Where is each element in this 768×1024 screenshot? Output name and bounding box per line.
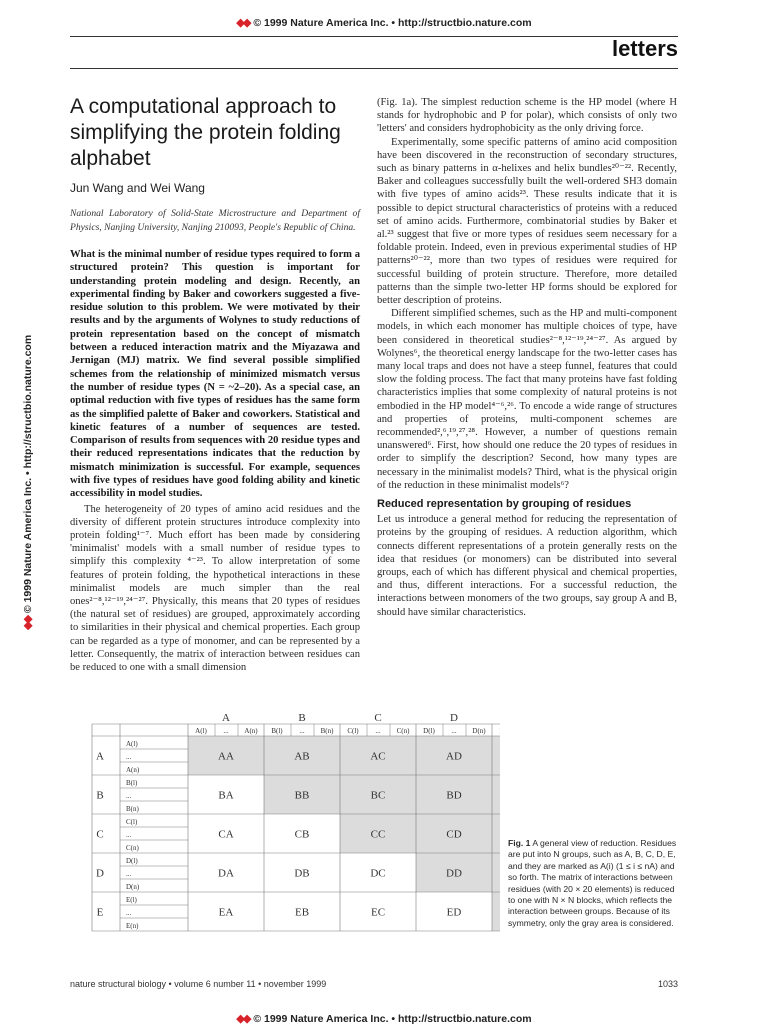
row-sub-last: A(n) bbox=[126, 766, 140, 774]
matrix-cell-label: EB bbox=[294, 906, 310, 919]
right-body-text-2 bbox=[377, 513, 677, 619]
shaded-block bbox=[492, 853, 500, 892]
body-paragraph: The heterogeneity of 20 types of amino acid residues and the diversity of different protein structures introduce complexity into protein folding¹⁻⁷. Much effort has been made by considering 'minimalist' models with a small number of residue types to simplify this complexity ⁴⁻²³. To allow interpretation of some features of protein folding, the hypothetical interactions in these minimalist models are much simpler than the real ones²⁻⁸,¹²⁻¹⁹,²⁴⁻²⁷. Physically, this means that 20 types of residues (the natural set of residues) are grouped, approximately according to similarities in their physical and chemical properties. Each group can be regarded as a type of monomer, and can be represented by a letter. Consequently, the matrix of interaction between residues can be reduced to one with a small dimension bbox=[70, 503, 360, 674]
article-authors: Jun Wang and Wei Wang bbox=[70, 181, 205, 195]
column-sub-last: A(n) bbox=[244, 727, 258, 735]
reduction-matrix-diagram bbox=[70, 708, 500, 936]
matrix-cell-label: BC bbox=[370, 789, 386, 802]
body-paragraph: Different simplified schemes, such as the HP and multi-component models, in which each monomer has multiple choices of type, have been considered in theoretical studies²⁻⁸,¹²⁻¹⁹,²⁴⁻²⁷. As argued by Wolynes⁶, the theoretical energy landscape for the two-letter cases has many local traps and does not have a steep funnel, features that could slow the folding process. The fact that many proteins have fast folding characteristics implies that some complexity of natural proteins is not embodied in the HP model⁴⁻⁶,²⁶. To encode a wide range of structures and properties of proteins, multi-component schemes are recommended²,⁶,¹⁹,²⁷,²⁸. However, a number of questions remain unanswered⁶. First, how should one reduce the 20 types of residues in order to simplify the description? Second, how many types are necessary in the minimalist models? Third, what is the physical origin of the reduction in these minimalist models⁶? bbox=[377, 308, 677, 491]
matrix-cell-label: DB bbox=[294, 867, 310, 880]
matrix-cell-label: BB bbox=[294, 789, 310, 802]
shaded-block bbox=[492, 736, 500, 775]
shaded-block bbox=[492, 814, 500, 853]
bottom-nature-logo-icon: ◆◆ bbox=[236, 1013, 250, 1024]
matrix-cell-label: CC bbox=[370, 828, 386, 841]
bottom-copyright-text: © 1999 Nature America Inc. • http://structbio.nature.com bbox=[253, 1013, 532, 1024]
row-sub-first: C(l) bbox=[126, 818, 138, 826]
article-affiliation: National Laboratory of Solid-State Microstructure and Department of Physics, Nanjing University, Nanjing 210093, People's Republic of China. bbox=[70, 208, 360, 233]
right-body-text bbox=[377, 96, 677, 492]
matrix-cell-label: EA bbox=[218, 906, 234, 919]
row-sub-last: C(n) bbox=[126, 844, 139, 852]
row-group-label: E bbox=[96, 906, 104, 919]
matrix-cell-label: DC bbox=[370, 867, 386, 880]
column-group-label: C bbox=[374, 712, 382, 724]
matrix-cell-label: DD bbox=[446, 867, 462, 880]
column-sub-ellipsis: ... bbox=[223, 727, 229, 735]
article-abstract: What is the minimal number of residue types required to form a structured protein? This question is important for understanding protein modeling and design. Recently, an experimental finding by Baker and coworkers suggested a five-residue solution to this problem. We were motivated by their results and by the arguments of Wolynes to study reductions of protein representation based on the concept of mismatch between a reduced interaction matrix and the Miyazawa and Jernigan (MJ) matrix. We find several possible simplified schemes from the relationship of minimized mismatch versus the number of residue types (N = ~2–20). As a special case, an optimal reduction with five types of residues has the same form as the simplified palette of Baker and coworkers. Statistical and kinetic features of a number of sequences are tested. Comparison of results from sequences with 20 residue types and their reduced representations indicates that the reduction by mismatch minimization is successful. For example, sequences with five types of residues have good folding ability and kinetic accessibility in model studies. bbox=[70, 249, 360, 500]
side-nature-logo-icon: ◆◆ bbox=[22, 617, 34, 630]
row-sub-ellipsis: ... bbox=[126, 831, 132, 839]
header-rule bbox=[70, 36, 678, 37]
matrix-cell-label: AC bbox=[370, 750, 386, 763]
shaded-block bbox=[492, 775, 500, 814]
footer-page-number: 1033 bbox=[657, 979, 678, 989]
matrix-cell-label: DA bbox=[218, 867, 234, 880]
body-paragraph: Experimentally, some specific patterns of amino acid composition have been discovered in the reconstruction of secondary structures, such as binary patterns in α-helixes and helix bundles²⁰⁻²². Recently, Baker and colleagues successfully built the well-ordered SH3 domain with five types of amino acids²³. These results indicate that it is possible to depict structural characteristics of proteins with a reduced set of amino acids. Furthermore, combinatorial studies by Baker et al.²³ suggest that five or more types of residues seem necessary for a foldable protein. Indeed, even in previous experimental studies of HP patterns²⁰⁻²², more than two types of residues were required for successful building of protein structure. Therefore, more detailed patterns than the simple two-letter HP forms should be explored for better description of proteins. bbox=[377, 136, 677, 307]
matrix-cell-label: AB bbox=[294, 750, 310, 763]
nature-logo-icon: ◆◆ bbox=[236, 17, 250, 29]
header-rule-bottom bbox=[70, 68, 678, 69]
body-paragraph: (Fig. 1a). The simplest reduction scheme is the HP model (where H stands for hydrophobic and P for polar), which consists of only two 'letters' and considers hydrophobicity as the only driving force. bbox=[377, 97, 677, 135]
column-sub-first: B(l) bbox=[271, 727, 283, 735]
matrix-cell-label: CB bbox=[294, 828, 310, 841]
row-group-label: B bbox=[96, 789, 104, 802]
column-sub-ellipsis: ... bbox=[299, 727, 305, 735]
footer-journal: nature structural biology • volume 6 number 11 • november 1999 bbox=[70, 979, 327, 989]
row-sub-last: D(n) bbox=[126, 883, 140, 891]
caption-text: A general view of reduction. Residues are put into N groups, such as A, B, C, D, E, and they are marked as A(i) (1 ≤ i ≤ nA) and so forth. The matrix of interactions between residues (with 20 × 20 elements) is reduced to one with N × N blocks, which reflects the interaction between groups. Because of its symmetry, only the gray area is considered. bbox=[508, 838, 677, 928]
column-sub-last: D(n) bbox=[472, 727, 486, 735]
matrix-cell-label: AA bbox=[218, 750, 234, 763]
column-sub-ellipsis: ... bbox=[451, 727, 457, 735]
row-group-label: C bbox=[96, 828, 104, 841]
caption-label: Fig. 1 bbox=[508, 838, 531, 848]
row-sub-first: B(l) bbox=[126, 779, 138, 787]
matrix-cell-label: BA bbox=[218, 789, 234, 802]
column-sub-last: B(n) bbox=[320, 727, 334, 735]
matrix-cell-label: ED bbox=[446, 906, 462, 919]
column-sub-first: D(l) bbox=[423, 727, 435, 735]
matrix-cell-label: CD bbox=[446, 828, 462, 841]
column-sub-ellipsis: ... bbox=[375, 727, 381, 735]
matrix-cell-label: EC bbox=[370, 906, 386, 919]
top-copyright-text: © 1999 Nature America Inc. • http://structbio.nature.com bbox=[253, 17, 532, 29]
section-title: letters bbox=[611, 36, 678, 61]
column-sub-last: C(n) bbox=[396, 727, 410, 735]
matrix-cell-label: CA bbox=[218, 828, 234, 841]
row-sub-last: B(n) bbox=[126, 805, 139, 813]
side-copyright-bar bbox=[21, 335, 34, 630]
row-sub-first: D(l) bbox=[126, 857, 138, 865]
article-title: A computational approach to simplifying the protein folding alphabet bbox=[70, 95, 341, 170]
row-sub-ellipsis: ... bbox=[126, 909, 132, 917]
row-sub-first: A(l) bbox=[126, 740, 138, 748]
shaded-block bbox=[492, 892, 500, 931]
row-sub-first: E(l) bbox=[126, 896, 137, 904]
column-group-label: A bbox=[222, 712, 230, 724]
left-column bbox=[70, 94, 360, 674]
row-group-label: D bbox=[96, 867, 104, 880]
figure-1 bbox=[70, 708, 500, 941]
bottom-copyright-bar bbox=[0, 1012, 768, 1024]
side-copyright-text: © 1999 Nature America Inc. • http://structbio.nature.com bbox=[22, 334, 34, 614]
matrix-cell-label: AD bbox=[446, 750, 462, 763]
column-group-label: B bbox=[298, 712, 306, 724]
section-subheading: Reduced representation by grouping of residues bbox=[377, 498, 632, 511]
column-group-label: D bbox=[450, 712, 458, 724]
right-column bbox=[377, 96, 677, 619]
top-copyright-bar bbox=[0, 16, 768, 29]
row-sub-ellipsis: ... bbox=[126, 870, 132, 878]
row-sub-ellipsis: ... bbox=[126, 792, 132, 800]
left-body-text bbox=[70, 503, 360, 675]
figure-caption bbox=[508, 838, 678, 929]
row-sub-last: E(n) bbox=[126, 922, 139, 930]
column-sub-first: C(l) bbox=[347, 727, 359, 735]
column-sub-first: A(l) bbox=[195, 727, 207, 735]
body-paragraph: Let us introduce a general method for reducing the representation of proteins by the grouping of residues. A reduction algorithm, which connects different representations of a protein generally rests on the idea that residues (or monomers) can be distributed into several groups, each of which has different physical and chemical properties, and thus, different interactions. For a successful reduction, the interactions between monomers of the two groups, say group A and B, should have similar characteristics. bbox=[377, 514, 677, 618]
row-group-label: A bbox=[96, 750, 104, 763]
matrix-cell-label: BD bbox=[446, 789, 462, 802]
row-sub-ellipsis: ... bbox=[126, 753, 132, 761]
